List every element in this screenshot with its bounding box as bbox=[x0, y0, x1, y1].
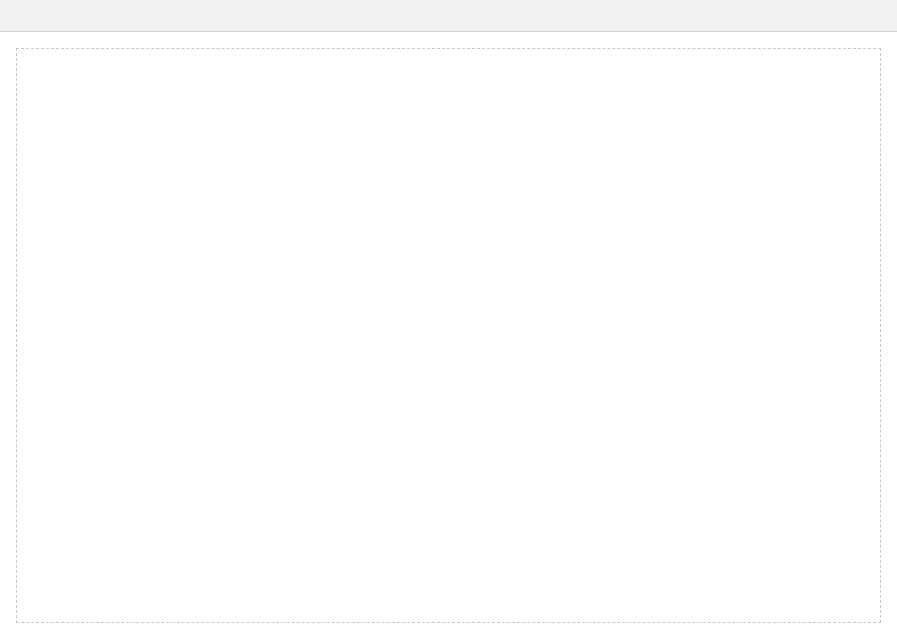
content-placeholder bbox=[16, 48, 881, 623]
main-content bbox=[0, 32, 897, 639]
window-titlebar bbox=[0, 0, 897, 32]
